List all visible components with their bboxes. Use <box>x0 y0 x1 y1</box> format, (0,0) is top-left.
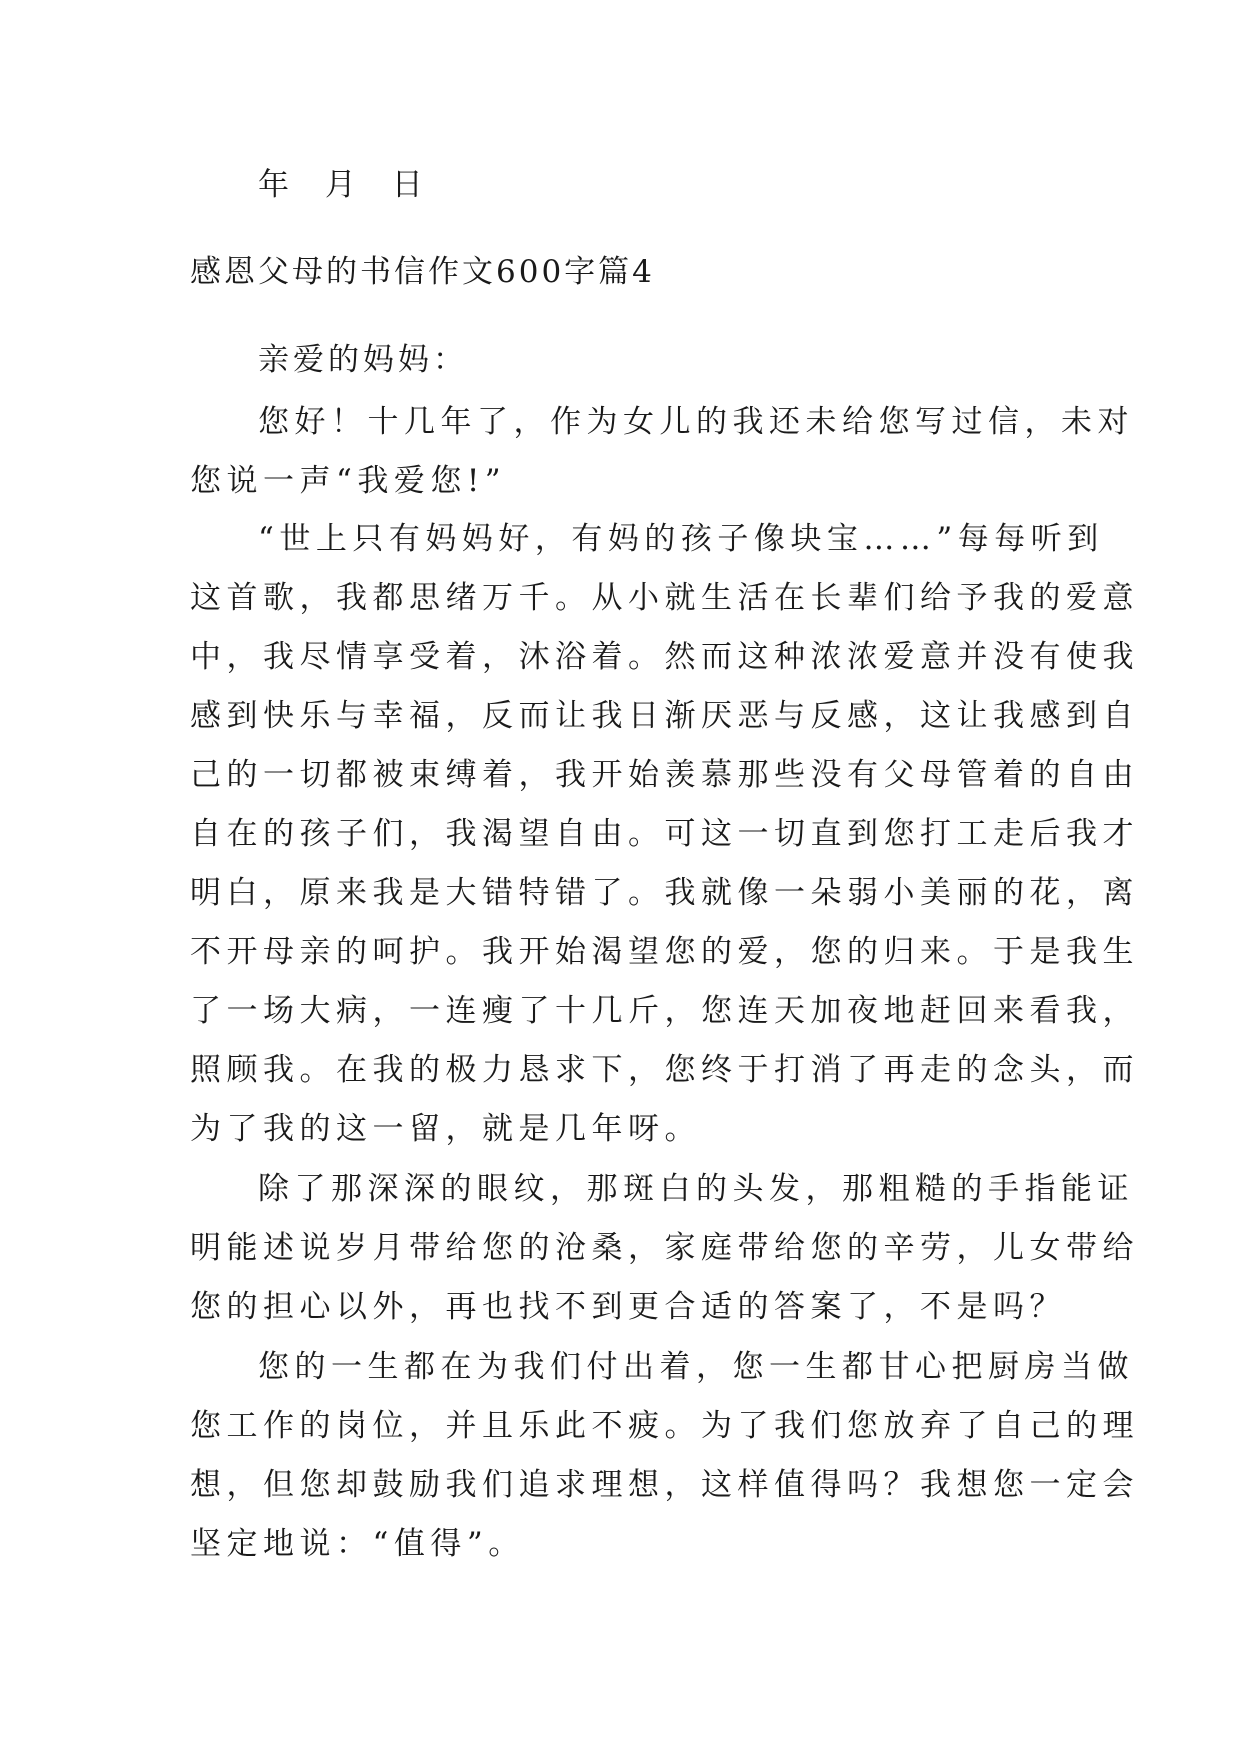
text-line: 您工作的岗位，并且乐此不疲。为了我们您放弃了自己的理 <box>190 1408 1139 1444</box>
text-line: 这首歌，我都思绪万千。从小就生活在长辈们给予我的爱意 <box>190 580 1139 616</box>
text-line: 感到快乐与幸福，反而让我日渐厌恶与反感，这让我感到自 <box>190 698 1139 734</box>
paragraph-3 <box>190 1160 1139 1337</box>
text-line: 明能述说岁月带给您的沧桑，家庭带给您的辛劳，儿女带给 <box>190 1230 1139 1266</box>
text-line: 您的担心以外，再也找不到更合适的答案了，不是吗？ <box>190 1289 1066 1325</box>
text-line: “世上只有妈妈好，有妈的孩子像块宝……”每每听到 <box>258 521 1104 557</box>
text-line: 除了那深深的眼纹，那斑白的头发，那粗糙的手指能证 <box>258 1171 1134 1207</box>
text-line: 为了我的这一留，就是几年呀。 <box>190 1111 701 1147</box>
text-line: 您好！十几年了，作为女儿的我还未给您写过信，未对 <box>258 404 1134 440</box>
salutation: 亲爱的妈妈： <box>258 342 468 378</box>
text-line: 中，我尽情享受着，沐浴着。然而这种浓浓爱意并没有使我 <box>190 639 1139 675</box>
paragraph-2 <box>190 510 1139 1159</box>
paragraph-4 <box>190 1338 1139 1574</box>
date-line: 年 月 日 <box>258 167 427 203</box>
essay-title: 感恩父母的书信作文600字篇4 <box>190 254 655 290</box>
paragraph-1 <box>190 393 1134 511</box>
text-line: 自在的孩子们，我渴望自由。可这一切直到您打工走后我才 <box>190 816 1139 852</box>
text-line: 不开母亲的呵护。我开始渴望您的爱，您的归来。于是我生 <box>190 934 1139 970</box>
text-line: 明白，原来我是大错特错了。我就像一朵弱小美丽的花，离 <box>190 875 1139 911</box>
text-line: 您说一声“我爱您!” <box>190 463 507 499</box>
text-line: 了一场大病，一连瘦了十几斤，您连天加夜地赶回来看我， <box>190 993 1139 1029</box>
text-line: 照顾我。在我的极力恳求下，您终于打消了再走的念头，而 <box>190 1052 1139 1088</box>
text-line: 想，但您却鼓励我们追求理想，这样值得吗？我想您一定会 <box>190 1467 1139 1503</box>
text-line: 您的一生都在为我们付出着，您一生都甘心把厨房当做 <box>258 1349 1134 1385</box>
text-line: 坚定地说：“值得”。 <box>190 1526 525 1562</box>
text-line: 己的一切都被束缚着，我开始羡慕那些没有父母管着的自由 <box>190 757 1139 793</box>
